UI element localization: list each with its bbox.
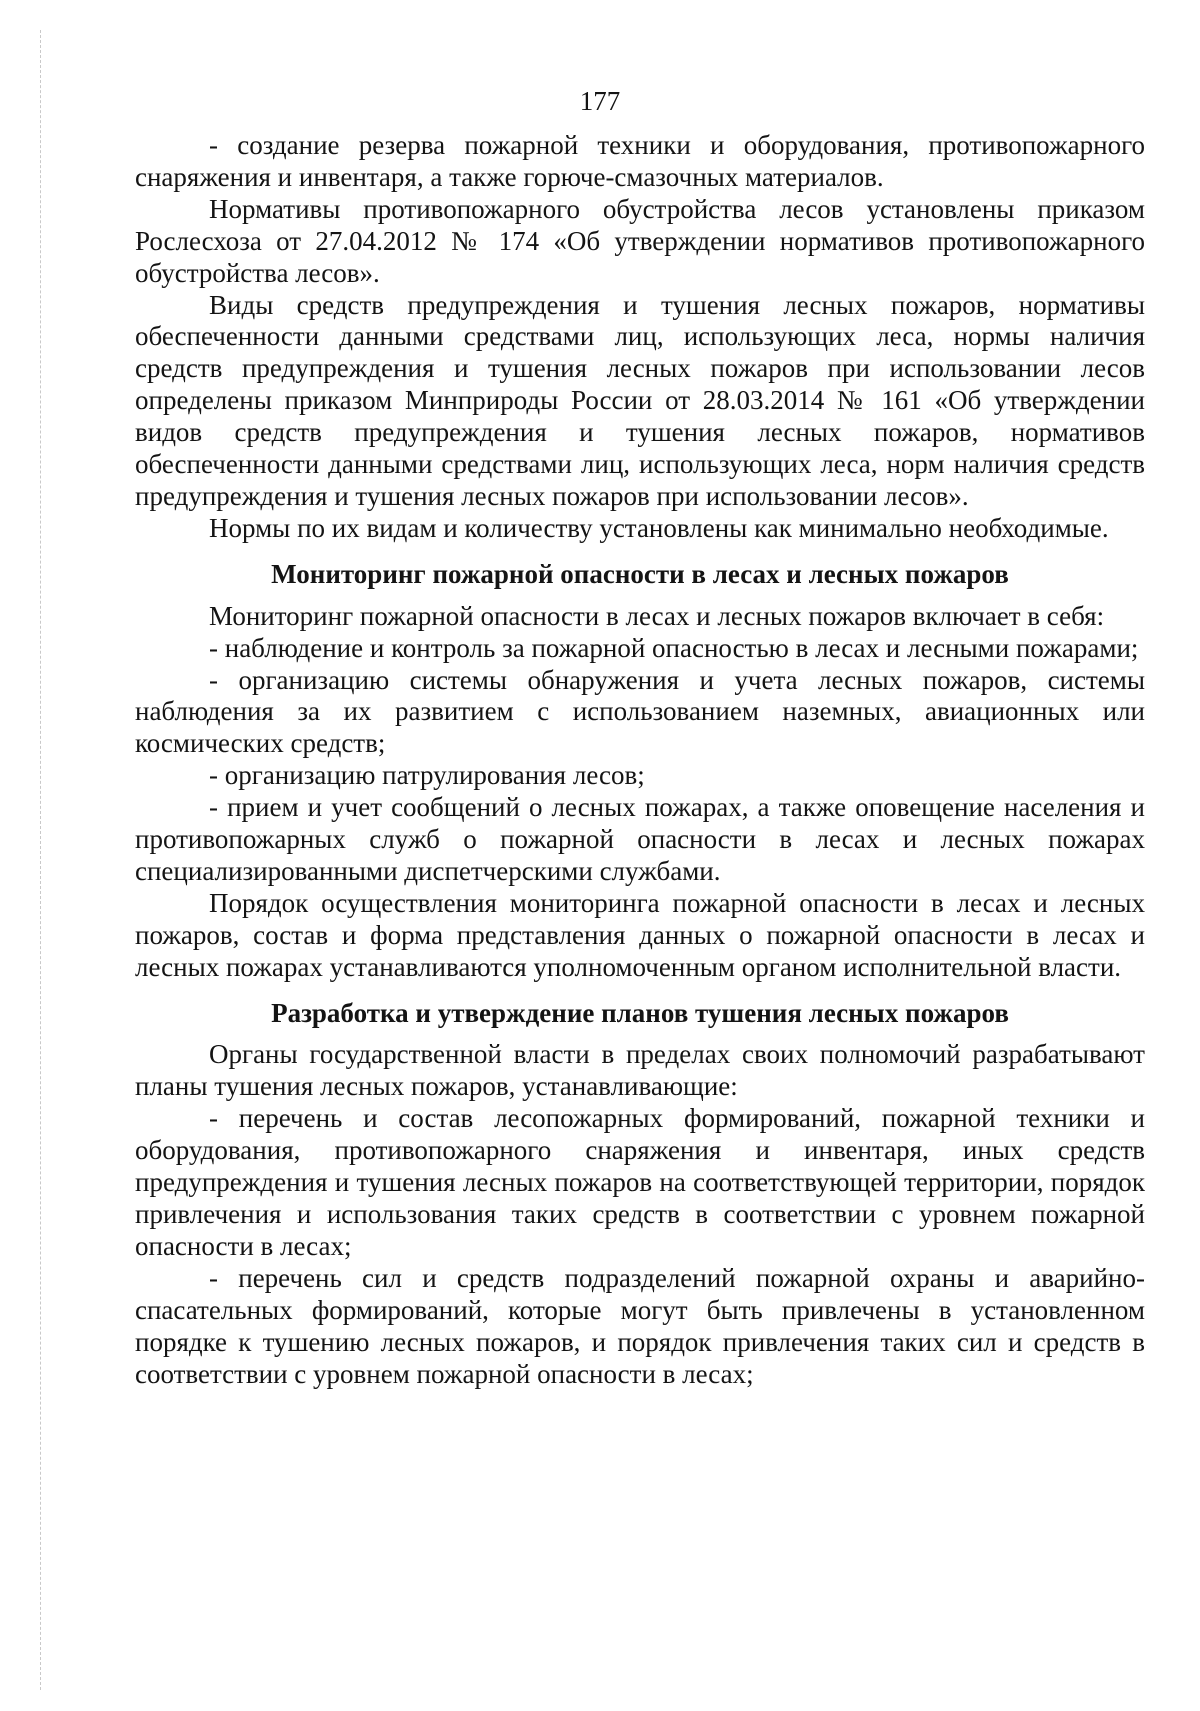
paragraph: Нормы по их видам и количеству установлены как минимально необходимые.	[209, 512, 1109, 543]
paragraph: - перечень и состав лесопожарных формирований, пожарной техники и оборудования, противопожарного снаряжения и инвентаря, иных средств предупреждения и тушения лесных пожаров на соответствующей территории, порядок привлечения и использования таких средств в соответствии с уровнем пожарной опасности в лесах;	[135, 1103, 1145, 1261]
document-body	[135, 130, 1145, 1390]
paragraph: - организацию системы обнаружения и учета лесных пожаров, системы наблюдения за их развитием с использованием наземных, авиационных или космических средств;	[135, 664, 1145, 759]
paragraph: Виды средств предупреждения и тушения лесных пожаров, нормативы обеспеченности данными средствами лиц, использующих леса, нормы наличия средств предупреждения и тушения лесных пожаров при использовании лесов определены приказом Минприроды России от 28.03.2014 № 161 «Об утверждении видов средств предупреждения и тушения лесных пожаров, нормативов обеспеченности данными средствами лиц, использующих леса, норм наличия средств предупреждения и тушения лесных пожаров при использовании лесов».	[135, 289, 1145, 511]
paragraph: - прием и учет сообщений о лесных пожарах, а также оповещение населения и противопожарных служб о пожарной опасности в лесах и лесных пожарах специализированными диспетчерскими службами.	[135, 792, 1145, 886]
paragraph: - создание резерва пожарной техники и оборудования, противопожарного снаряжения и инвентаря, а также горюче-смазочных материалов.	[135, 130, 1145, 192]
paragraph: Нормативы противопожарного обустройства лесов установлены приказом Рослесхоза от 27.04.2012 № 174 «Об утверждении нормативов противопожарного обустройства лесов».	[135, 193, 1145, 288]
paragraph: Мониторинг пожарной опасности в лесах и лесных пожаров включает в себя:	[209, 600, 1105, 631]
scan-edge-line	[40, 30, 41, 1690]
section-heading-monitoring: Мониторинг пожарной опасности в лесах и лесных пожаров	[271, 558, 1009, 589]
paragraph: Органы государственной власти в пределах своих полномочий разрабатывают планы тушения лесных пожаров, устанавливающие:	[135, 1039, 1145, 1102]
section-heading-plans: Разработка и утверждение планов тушения лесных пожаров	[271, 997, 1009, 1028]
paragraph: - наблюдение и контроль за пожарной опасностью в лесах и лесными пожарами;	[209, 632, 1139, 663]
paragraph: Порядок осуществления мониторинга пожарной опасности в лесах и лесных пожаров, состав и форма представления данных о пожарной опасности в лесах и лесных пожарах устанавливаются уполномоченным органом исполнительной власти.	[135, 887, 1145, 982]
paragraph: - организацию патрулирования лесов;	[209, 760, 645, 791]
page-number: 177	[579, 86, 621, 116]
paragraph: - перечень сил и средств подразделений пожарной охраны и аварийно-спасательных формирований, которые могут быть привлечены в установленном порядке к тушению лесных пожаров, и порядок привлечения таких сил и средств в соответствии с уровнем пожарной опасности в лесах;	[135, 1262, 1145, 1389]
